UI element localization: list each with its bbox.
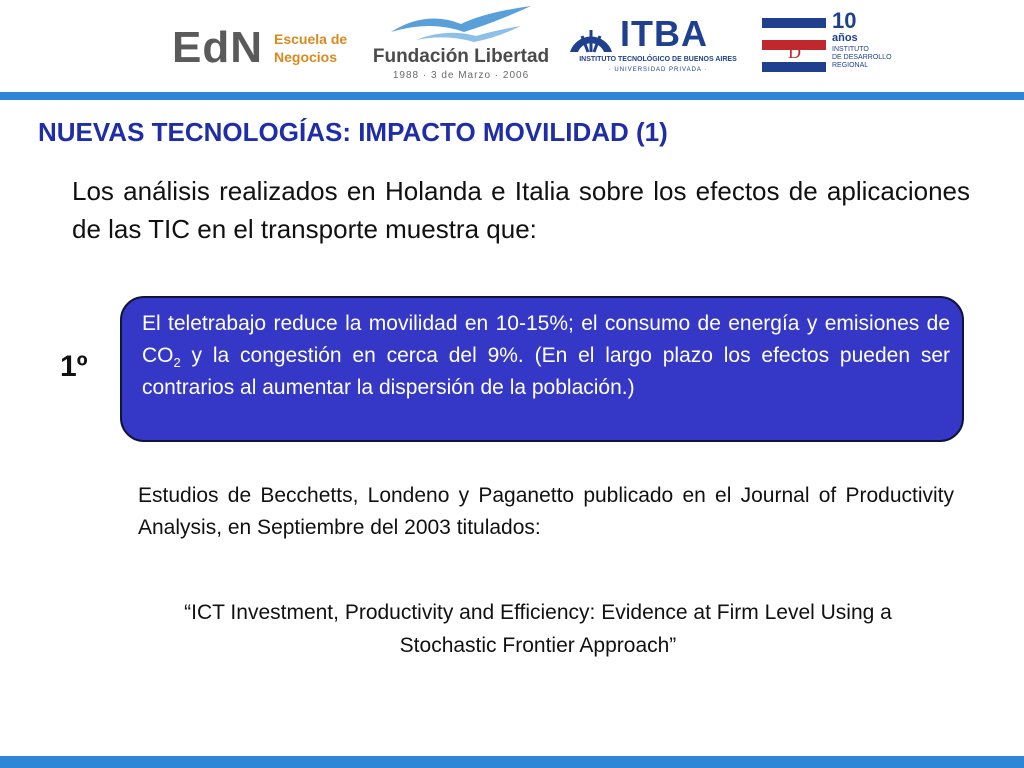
edn-logo-subtitle xyxy=(274,30,347,66)
itba-emblem-icon xyxy=(566,14,616,54)
svg-text:D: D xyxy=(788,42,801,62)
fundacion-libertad-logo xyxy=(366,2,556,88)
idr-line3: REGIONAL xyxy=(832,62,869,69)
regional-flag-icon xyxy=(762,12,826,82)
highlight-box-text xyxy=(142,308,950,404)
paper-title-quote: “ICT Investment, Productivity and Efficiency: Evidence at Firm Level Using a Stochastic Frontier Approach” xyxy=(184,601,892,657)
co2-subscript: 2 xyxy=(173,355,181,371)
edn-logo xyxy=(172,24,362,72)
header-accent-bar xyxy=(0,92,1024,100)
itba-subtitle-2: · UNIVERSIDAD PRIVADA · xyxy=(608,67,708,73)
fundacion-libertad-dates: 1988 · 3 de Marzo · 2006 xyxy=(392,70,530,81)
edn-logo-line1: Escuela de xyxy=(274,31,348,47)
edn-logo-letters: EdN xyxy=(172,23,263,72)
studies-paragraph: Estudios de Becchetts, Londeno y Paganetto publicado en el Journal of Productivity Analysis, en Septiembre del 2003 titulados: xyxy=(138,484,954,539)
itba-logo xyxy=(566,14,750,78)
footer-accent-bar xyxy=(0,756,1024,768)
slide-title: NUEVAS TECNOLOGÍAS: IMPACTO MOVILIDAD (1) xyxy=(38,117,668,147)
idr-institute-name xyxy=(832,46,912,70)
idr-logo xyxy=(762,8,912,84)
idr-line1: INSTITUTO xyxy=(832,46,869,53)
idr-years-number: 10 xyxy=(832,8,857,33)
fundacion-libertad-name: Fundación Libertad xyxy=(372,46,550,67)
highlight-text-part2: y la congestión en cerca del 9%. (En el largo plazo los efectos pueden ser contrarios al aumentar la dispersión de la población.) xyxy=(142,344,950,399)
edn-logo-line2: Negocios xyxy=(274,49,338,65)
ordinal-marker: 1º xyxy=(60,350,88,383)
highlight-box xyxy=(120,296,964,442)
itba-name: ITBA xyxy=(620,13,708,54)
intro-paragraph: Los análisis realizados en Holanda e Italia sobre los efectos de aplicaciones de las TIC en el transporte muestra que: xyxy=(72,176,970,244)
logo-strip xyxy=(0,0,1024,92)
highlight-text-part1: El teletrabajo reduce la movilidad en 10-15%; el consumo de energía y emisiones de CO xyxy=(142,312,950,367)
idr-years-label: años xyxy=(832,32,858,44)
idr-line2: DE DESARROLLO xyxy=(832,54,892,61)
birds-icon xyxy=(386,2,536,44)
itba-subtitle: INSTITUTO TECNOLÓGICO DE BUENOS AIRES xyxy=(579,56,737,63)
